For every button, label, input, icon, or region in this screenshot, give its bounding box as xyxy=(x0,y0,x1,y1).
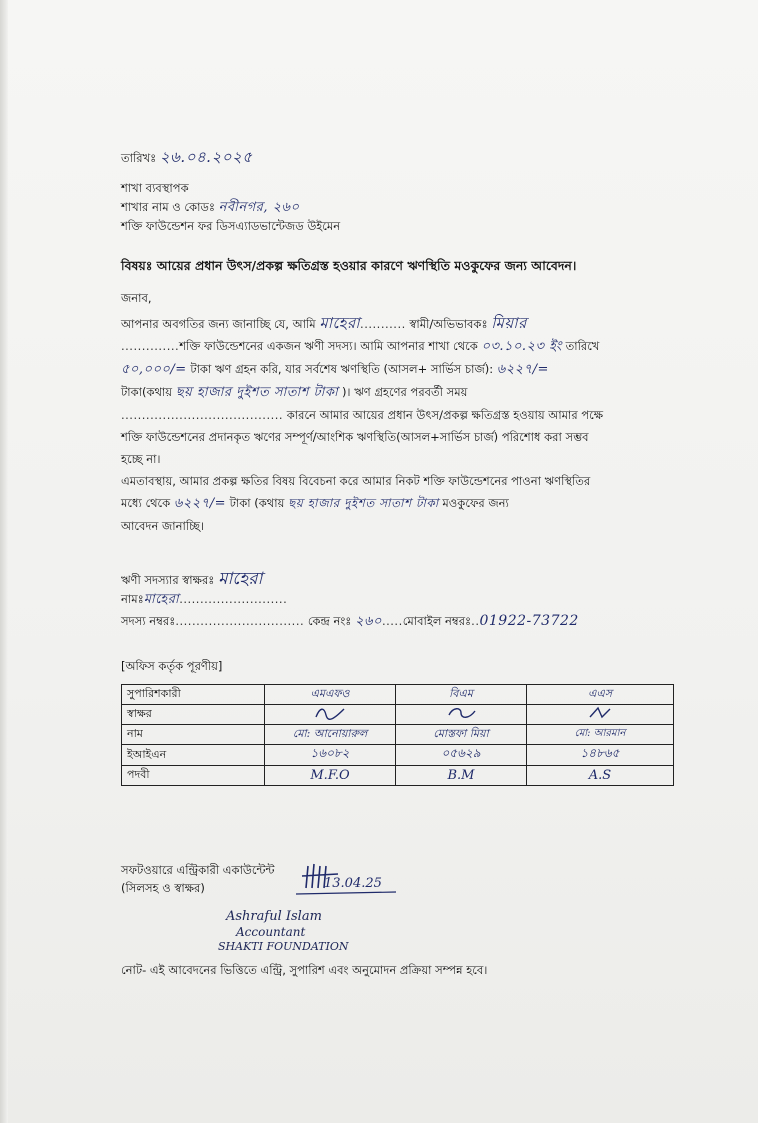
branch-label: শাখার নাম ও কোডঃ xyxy=(121,200,216,214)
scan-edge xyxy=(0,0,8,1123)
office-header-cell: সুপারিশকারী xyxy=(122,685,265,705)
guardian-handwritten: মিয়ার xyxy=(491,314,527,332)
para1-text: শক্তি ফাউন্ডেশনের একজন ঋণী সদস্য। আমি আপনার শাখা থেকে xyxy=(179,339,478,353)
para1-text: )। ঋণ গ্রহণের পরবর্তী সময় xyxy=(341,385,468,399)
subject: বিষয়ঃ আয়ের প্রধান উৎস/প্রকল্প ক্ষতিগ্রস্ত হওয়ার কারণে ঋণস্থিতি মওকুফের জন্য আবেদন। xyxy=(121,258,577,273)
borrower-ids-row: সদস্য নম্বরঃ............................... কেন্দ্র নংঃ ২৬০.....মোবাইল নম্বরঃ..01922-73722 xyxy=(121,613,579,629)
row-label: নাম xyxy=(122,725,265,745)
borrower-name-handwritten: মাহেরা xyxy=(143,592,180,607)
office-row-signature xyxy=(122,705,674,725)
date-label: তারিখঃ xyxy=(121,151,157,165)
name-as: মো: আরমান xyxy=(574,728,626,739)
ein-cell xyxy=(527,745,674,766)
para1-line-7: হচ্ছে না। xyxy=(121,452,161,466)
ein-mfo: ১৬০৮২ xyxy=(310,746,350,760)
para2-text: মওকুফের জন্য xyxy=(442,496,509,510)
recipient-branch xyxy=(121,198,299,219)
mobile-handwritten: 01922-73722 xyxy=(479,613,579,629)
borrower-name-row: নামঃমাহেরা.......................... xyxy=(121,592,288,607)
borrower-sig-label: ঋণী সদস্যার স্বাক্ষরঃ xyxy=(121,573,215,587)
row-label: স্বাক্ষর xyxy=(122,705,265,725)
branch-value: নবীনগর, ২৬০ xyxy=(218,200,300,215)
borrower-name-label: নামঃ xyxy=(121,592,144,606)
para1-text: কারনে আমার আয়ের প্রধান উৎস/প্রকল্প ক্ষতিগ্রস্ত হওয়ায় আমার পক্ষে xyxy=(286,408,604,422)
designation-cell xyxy=(396,766,527,786)
header-as: এএস xyxy=(587,687,612,700)
ein-cell xyxy=(265,745,396,766)
para1-line-4 xyxy=(121,381,661,404)
ein-as: ১৪৮৬৫ xyxy=(580,746,620,760)
designation-cell xyxy=(527,766,674,786)
name-mfo: মো: আনোয়ারুল xyxy=(292,727,368,740)
centre-label: কেন্দ্র নংঃ xyxy=(307,614,352,628)
para2-line-2 xyxy=(121,492,661,515)
footer-note: নোট- এই আবেদনের ভিত্তিতে এন্ট্রি, সুপারিশ এবং অনুমোদন প্রক্রিয়া সম্পন্ন হবে। xyxy=(121,963,488,977)
designation-mfo: M.F.O xyxy=(310,768,350,783)
office-row-designation xyxy=(122,766,674,786)
para1-text: আপনার অবগতির জন্য জানাচ্ছি যে, আমি xyxy=(121,317,316,331)
stamp-org: SHAKTI FOUNDATION xyxy=(218,940,349,953)
designation-cell xyxy=(265,766,396,786)
para1-text: স্বামী/অভিভাবকঃ xyxy=(409,317,488,331)
name-bm: মোস্তফা মিয়া xyxy=(433,727,489,740)
paragraph-1 xyxy=(121,312,661,470)
accountant-line-2: (সিলসহ ও স্বাক্ষর) xyxy=(121,881,205,895)
para1-text: টাকা(কথায় xyxy=(121,385,173,399)
signature-scribble-mfo xyxy=(310,705,350,721)
sign-cell xyxy=(265,705,396,725)
waive-amount-handwritten: ৬২২৭/= xyxy=(173,496,226,511)
para1-text: টাকা ঋণ গ্রহন করি, যার সর্বশেষ ঋণস্থিতি (আসল+ সার্ভিস চার্জ): xyxy=(190,362,494,376)
para2-line-1: এমতাবস্থায়, আমার প্রকল্প ক্ষতির বিষয় বিবেচনা করে আমার নিকট শক্তি ফাউন্ডেশনের পাওনা ঋণস্থিতির xyxy=(121,474,591,488)
para1-line-5: ....................................... কারনে আমার আয়ের প্রধান উৎস/প্রকল্প ক্ষতিগ্রস্ত হওয়ায় আমার পক্ষে xyxy=(121,408,604,422)
recipient-line-3: শক্তি ফাউন্ডেশন ফর ডিসএ্যাডভান্টেজড উইমেন xyxy=(121,219,341,233)
member-name-handwritten: মাহেরা xyxy=(319,314,361,332)
para1-line-2: ..............শক্তি ফাউন্ডেশনের একজন ঋণী সদস্য। আমি আপনার শাখা থেকে ০৩.১০.২৩ ইং তারিখে xyxy=(121,339,600,354)
balance-handwritten: ৬২২৭/= xyxy=(496,362,549,377)
name-cell xyxy=(527,725,674,745)
designation-as: A.S xyxy=(588,768,612,783)
accountant-line-1: সফটওয়ারে এন্ট্রিকারী একাউন্টেন্ট xyxy=(121,863,275,877)
header-mfo: এমএফও xyxy=(310,687,350,700)
signature-scribble-bm xyxy=(441,705,481,721)
office-table xyxy=(121,684,674,786)
ein-cell xyxy=(396,745,527,766)
sign-cell xyxy=(527,705,674,725)
office-header-cell xyxy=(265,685,396,705)
office-header-row xyxy=(122,685,674,705)
row-label: ইআইএন xyxy=(122,745,265,766)
para2-text: মধ্যে থেকে xyxy=(121,496,171,510)
ein-bm: ০৫৬২৯ xyxy=(441,746,481,760)
para2-line-3: আবেদন জানাচ্ছি। xyxy=(121,519,205,533)
para1-text: তারিখে xyxy=(565,339,600,353)
name-cell xyxy=(265,725,396,745)
loan-date-handwritten: ০৩.১০.২৩ ইং xyxy=(481,339,562,354)
member-no-label: সদস্য নম্বরঃ xyxy=(121,614,176,628)
stamp-name: Ashraful Islam xyxy=(226,909,322,924)
office-heading: [অফিস কর্তৃক পূরণীয়] xyxy=(121,659,223,673)
row-label: পদবী xyxy=(122,766,265,786)
paragraph-2 xyxy=(121,470,661,537)
stamp-title: Accountant xyxy=(236,925,306,939)
para2-text: টাকা (কথায় xyxy=(229,496,285,510)
date-value: ২৬.০৪.২০২৫ xyxy=(159,148,253,166)
office-row-ein xyxy=(122,745,674,766)
accountant-sign-date: 13.04.25 xyxy=(324,876,382,891)
name-cell xyxy=(396,725,527,745)
recipient-line-1: শাখা ব্যবস্থাপক xyxy=(121,181,189,195)
date-row xyxy=(121,146,252,171)
para1-line-6: শক্তি ফাউন্ডেশনের প্রদানকৃত ঋণের সম্পূর্ণ/আংশিক ঋণস্থিতি(আসল+সার্ভিস চার্জ) পরিশোধ করা সম্ভব xyxy=(121,430,589,444)
header-bm: বিএম xyxy=(449,687,473,700)
loan-amount-handwritten: ৫০,০০০/= xyxy=(121,362,187,377)
borrower-signature: মাহেরা xyxy=(218,569,263,589)
waive-words-handwritten: ছয় হাজার দুইশত সাতাশ টাকা xyxy=(288,496,439,510)
office-row-name xyxy=(122,725,674,745)
salutation: জনাব, xyxy=(121,291,152,305)
para1-line-1: আপনার অবগতির জন্য জানাচ্ছি যে, আমি মাহেরা........... স্বামী/অভিভাবকঃ মিয়ার xyxy=(121,314,527,332)
centre-handwritten: ২৬০ xyxy=(355,614,382,629)
designation-bm: B.M xyxy=(447,768,475,783)
para1-line-3 xyxy=(121,358,661,381)
words-handwritten: ছয় হাজার দুইশত সাতাশ টাকা xyxy=(175,385,339,400)
office-header-cell xyxy=(527,685,674,705)
sign-cell xyxy=(396,705,527,725)
mobile-label: মোবাইল নম্বরঃ xyxy=(402,614,472,628)
signature-scribble-as xyxy=(580,705,620,721)
office-header-cell xyxy=(396,685,527,705)
